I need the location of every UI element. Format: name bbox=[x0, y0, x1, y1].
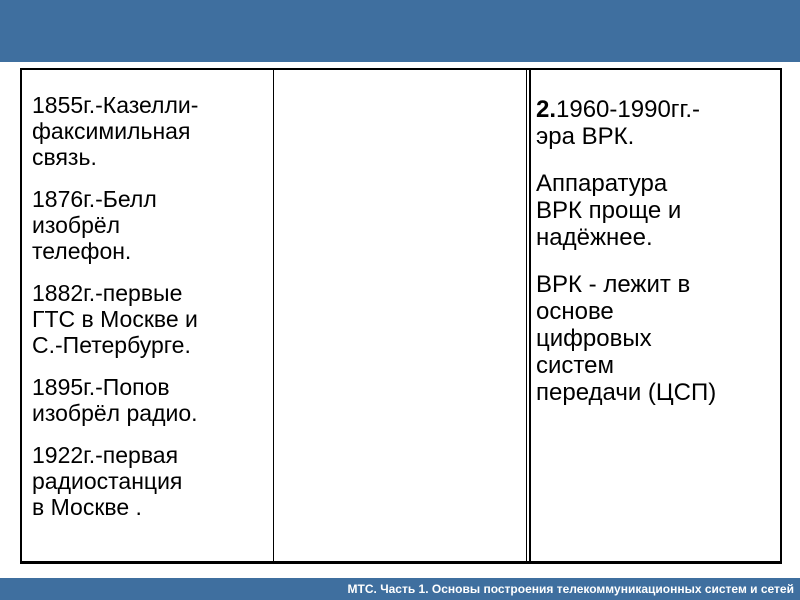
vrk-item: Аппаратура ВРК проще и надёжнее. bbox=[536, 170, 682, 251]
footer-title: МТС. Часть 1. Основы построения телекоммуникационных систем и сетей bbox=[347, 582, 794, 596]
vrk-heading-rest: 1960-1990гг.- эра ВРК. bbox=[536, 96, 701, 150]
vrk-heading bbox=[536, 96, 776, 150]
content-table bbox=[20, 68, 531, 564]
history-item: 1922г.-первая радиостанция в Москве . bbox=[32, 442, 183, 520]
history-item: 1882г.-первые ГТС в Москве и С.-Петербурге. bbox=[32, 280, 198, 358]
vrk-item: ВРК - лежит в основе цифровых систем передачи (ЦСП) bbox=[536, 271, 717, 406]
table-cell-empty bbox=[274, 70, 527, 561]
vrk-text bbox=[536, 96, 776, 426]
history-text bbox=[32, 92, 267, 536]
history-item: 1895г.-Попов изобрёл радио. bbox=[32, 374, 198, 426]
footer-bar bbox=[0, 578, 800, 600]
table-cell-history bbox=[22, 70, 274, 561]
history-item: 1876г.-Белл изобрёл телефон. bbox=[32, 186, 157, 264]
history-item: 1855г.-Казелли- факсимильная связь. bbox=[32, 92, 199, 170]
vrk-heading-number: 2. bbox=[536, 96, 557, 123]
table-cell-vrk bbox=[528, 68, 782, 564]
top-banner bbox=[0, 0, 800, 62]
